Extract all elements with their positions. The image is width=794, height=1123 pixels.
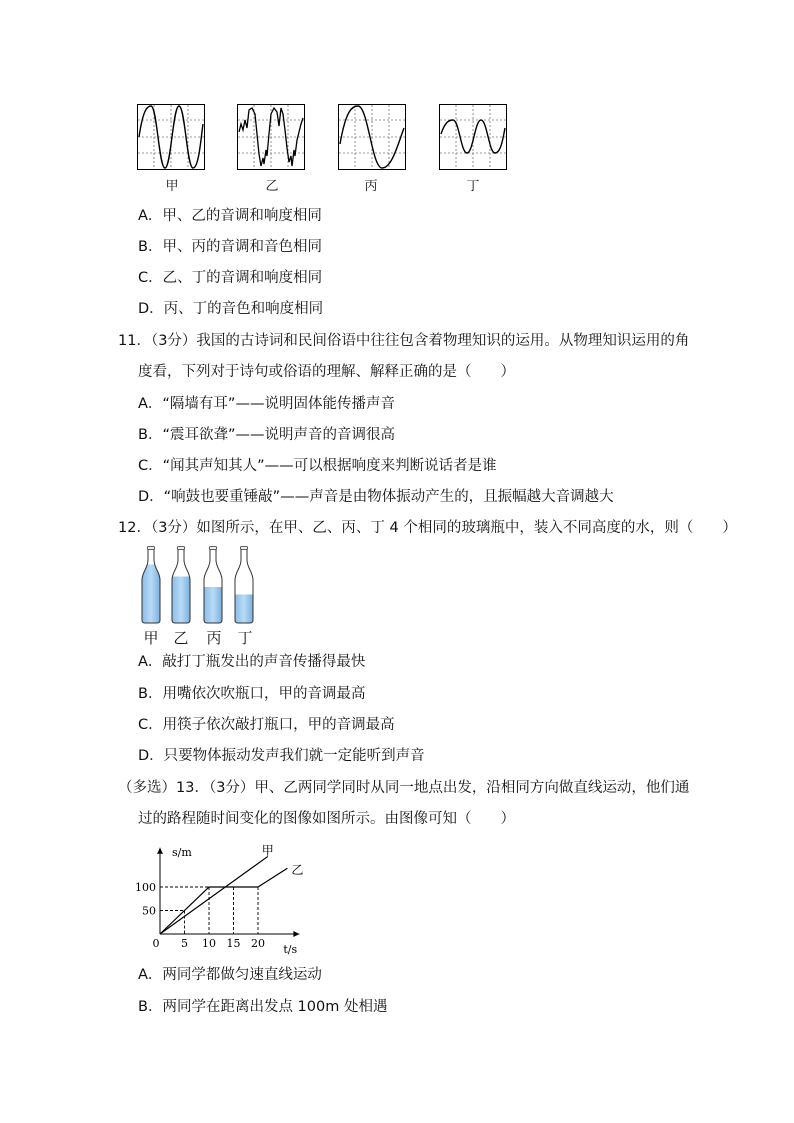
- series-label-jia: 甲: [261, 843, 274, 858]
- q13-option-b: B．两同学在距离出发点 100m 处相遇: [138, 999, 388, 1015]
- q11-option-c: C．“闻其声知其人”——可以根据响度来判断说话者是谁: [138, 458, 497, 474]
- series-line-yi: [160, 868, 287, 934]
- bottle-bing: [202, 547, 224, 624]
- bottles-figure: [135, 546, 259, 624]
- q12-option-b: B．用嘴依次吹瓶口，甲的音调最高: [138, 686, 366, 702]
- q13-option-a: A．两同学都做匀速直线运动: [138, 967, 322, 983]
- water-bing: [202, 587, 224, 623]
- water-ding: [233, 595, 255, 624]
- bottle-yi: [170, 547, 192, 624]
- q10-option-b: B．甲、丙的音调和音色相同: [138, 239, 322, 255]
- waveform-yi: [237, 104, 305, 170]
- q11-stem-line2: 度看，下列对于诗句或俗语的理解、解释正确的是（ ）: [138, 364, 515, 380]
- x-tick-label: 5: [181, 937, 188, 950]
- distance-time-chart: [135, 838, 320, 958]
- q12-option-d: D．只要物体振动发声我们就一定能听到声音: [138, 748, 425, 764]
- q13-stem-line2: 过的路程随时间变化的图像如图所示。由图像可知（ ）: [138, 811, 515, 827]
- series-line-jia: [160, 856, 268, 934]
- x-tick-label: 10: [202, 937, 216, 950]
- waveform-jia: [137, 104, 205, 170]
- series-label-yi: 乙: [291, 863, 304, 878]
- q12-stem: 12．（3分）如图所示，在甲、乙、丙、丁 4 个相同的玻璃瓶中，装入不同高度的水，则（ ）: [118, 520, 737, 536]
- q10-option-c: C．乙、丁的音调和响度相同: [138, 270, 323, 286]
- origin-label: 0: [152, 937, 160, 950]
- bottle-jia: [140, 547, 162, 624]
- q11-option-d: D．“响鼓也要重锤敲”——声音是由物体振动产生的，且振幅越大音调越大: [138, 489, 614, 505]
- bottle-label-yi: 乙: [173, 629, 189, 647]
- q10-option-a: A．甲、乙的音调和响度相同: [138, 208, 322, 224]
- q10-option-d: D．丙、丁的音色和响度相同: [138, 301, 324, 317]
- y-axis-arrow: [157, 848, 163, 854]
- bottle-label-bing: 丙: [206, 629, 222, 647]
- q11-stem-line1: 11．（3分）我国的古诗词和民间俗语中往往包含着物理知识的运用。从物理知识运用的角: [118, 333, 690, 349]
- x-tick-label: 20: [251, 937, 265, 950]
- y-axis-label: s/m: [172, 845, 192, 859]
- bottle-ding: [233, 547, 255, 624]
- q11-option-b: B．“震耳欲聋”——说明声音的音调很高: [138, 427, 395, 443]
- bottle-label-jia: 甲: [143, 629, 159, 647]
- x-tick-label: 15: [226, 937, 241, 950]
- q11-option-a: A．“隔墙有耳”——说明固体能传播声音: [138, 396, 395, 412]
- q13-stem-line1: （多选）13．（3分）甲、乙两同学同时从同一地点出发，沿相同方向做直线运动，他们通: [118, 780, 690, 796]
- y-tick-label: 100: [135, 881, 156, 894]
- waveform-ding: [439, 104, 507, 170]
- x-axis-arrow: [293, 931, 299, 937]
- x-axis-label: t/s: [283, 943, 298, 956]
- waveform-label-ding: 丁: [466, 179, 480, 194]
- waveform-label-jia: 甲: [165, 179, 179, 194]
- waveform-label-bing: 丙: [364, 179, 378, 194]
- y-tick-label: 50: [142, 904, 156, 918]
- water-yi: [170, 577, 192, 624]
- waveform-bing: [338, 104, 406, 170]
- q12-option-c: C．用筷子依次敲打瓶口，甲的音调最高: [138, 717, 395, 733]
- q12-option-a: A．敲打丁瓶发出的声音传播得最快: [138, 654, 366, 670]
- bottle-label-ding: 丁: [237, 629, 253, 647]
- waveform-label-yi: 乙: [265, 179, 279, 194]
